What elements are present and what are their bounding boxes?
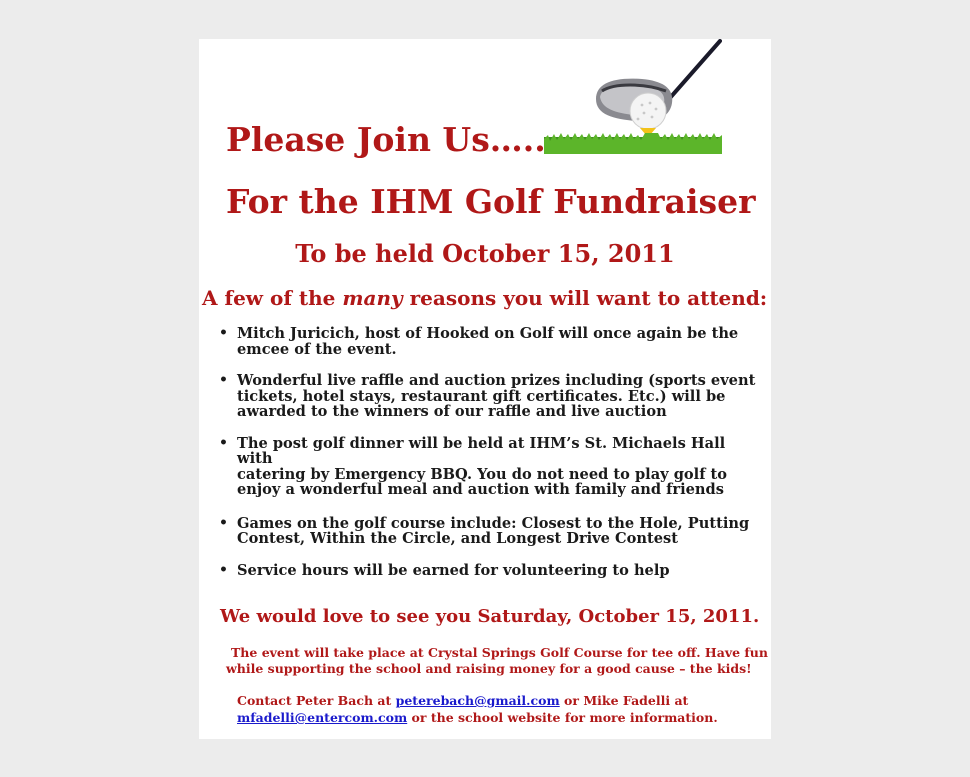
event-location-line: The event will take place at Crystal Springs Golf Course for tee off. Have fun [231, 645, 768, 660]
list-item [219, 436, 764, 498]
bullet-icon: • [219, 372, 228, 388]
bullet-line: emcee of the event. [237, 340, 397, 358]
bullet-icon: • [219, 514, 228, 531]
reasons-prefix: A few of the [202, 286, 343, 310]
event-cause-line: while supporting the school and raising money for a good cause – the kids! [226, 661, 752, 676]
bullet-icon: • [219, 561, 228, 578]
flyer-page [199, 39, 771, 739]
list-item [219, 563, 764, 579]
heading-please-join: Please Join Us….. [226, 120, 546, 159]
event-date-heading: To be held October 15, 2011 [295, 239, 675, 268]
bullet-line: Wonderful live raffle and auction prizes including (sports event [237, 372, 756, 389]
contact-line [237, 693, 688, 709]
bullet-line: Service hours will be earned for volunteering to help [237, 561, 670, 579]
bullet-line: Contest, Within the Circle, and Longest Drive Contest [237, 530, 678, 547]
contact-line-2 [237, 710, 718, 726]
list-item [219, 373, 764, 420]
email-link-mike[interactable]: mfadelli@entercom.com [237, 710, 408, 725]
bullet-line: Mitch Juricich, host of Hooked on Golf will once again be the [237, 325, 739, 342]
bullet-icon: • [219, 325, 228, 341]
golf-club-ball-image [544, 39, 722, 154]
reasons-emphasis: many [342, 286, 403, 310]
bullet-line: Games on the golf course include: Closest to the Hole, Putting [237, 514, 750, 532]
reasons-heading [202, 288, 767, 308]
bullet-line: The post golf dinner will be held at IHM’s St. Michaels Hall with [237, 434, 726, 467]
contact-prefix: Contact Peter Bach at [237, 693, 396, 708]
email-link-peter[interactable]: peterebach@gmail.com [395, 693, 560, 708]
reasons-suffix: reasons you will want to attend: [402, 286, 768, 310]
bullet-icon: • [219, 434, 228, 451]
heading-fundraiser: For the IHM Golf Fundraiser [226, 182, 756, 221]
contact-suffix: or the school website for more information. [407, 710, 718, 725]
bullet-line: awarded to the winners of our raffle and live auction [237, 403, 667, 420]
contact-middle: or Mike Fadelli at [559, 693, 689, 708]
list-item [219, 516, 764, 547]
bullet-line: tickets, hotel stays, restaurant gift certificates. Etc.) will be [237, 387, 726, 405]
saturday-invitation: We would love to see you Saturday, October 15, 2011. [220, 606, 760, 627]
bullet-line: enjoy a wonderful meal and auction with family and friends [237, 481, 724, 498]
list-item [219, 326, 764, 357]
reasons-list [219, 326, 764, 578]
bullet-line: catering by Emergency BBQ. You do not need to play golf to [237, 465, 728, 483]
